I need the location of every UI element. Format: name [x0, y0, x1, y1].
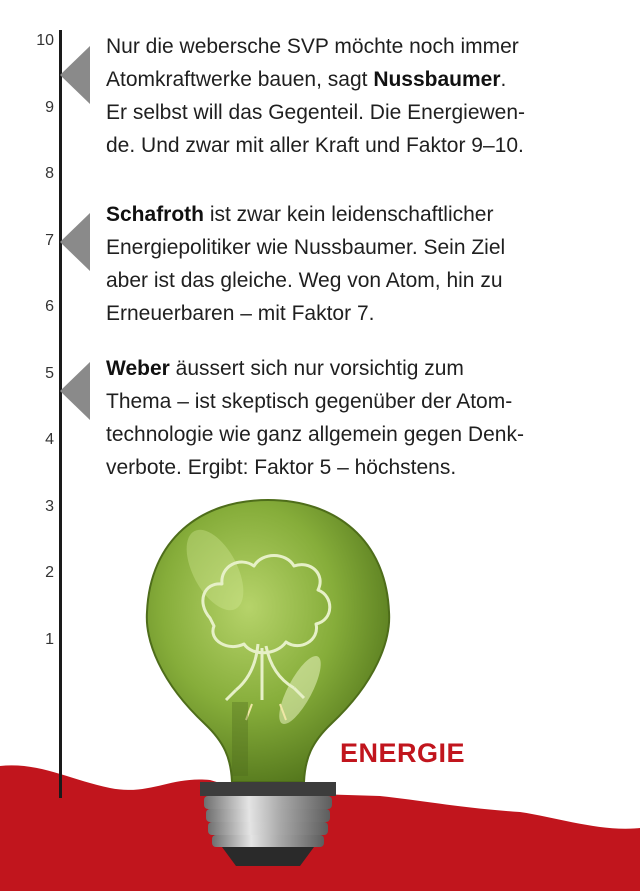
text-line: Thema – ist skeptisch gegenüber der Atom- — [106, 390, 513, 413]
text-line: de. Und zwar mit aller Kraft und Faktor 9–10. — [106, 134, 524, 157]
text-line: Atomkraftwerke bauen, sagt Nussbaumer. — [106, 68, 507, 91]
energie-label: ENERGIE — [340, 738, 466, 768]
text-line: Schafroth ist zwar kein leidenschaftlicher — [106, 203, 494, 226]
scale-marker-2 — [60, 362, 90, 420]
scale-marker-1 — [60, 213, 90, 271]
scale-tick-label: 4 — [45, 431, 54, 448]
scale-tick-label: 7 — [45, 231, 54, 249]
paragraph-schafroth — [106, 198, 616, 330]
name-nussbaumer: Nussbaumer — [373, 68, 501, 91]
scale-marker-0 — [60, 46, 90, 104]
scale-tick-label: 10 — [36, 32, 54, 49]
text-line: technologie wie ganz allgemein gegen Denk- — [106, 423, 524, 446]
text-line: Energiepolitiker wie Nussbaumer. Sein Ziel — [106, 236, 506, 259]
scale-tick-label: 2 — [45, 564, 54, 581]
text-line: aber ist das gleiche. Weg von Atom, hin zu — [106, 269, 503, 292]
paragraph-nussbaumer — [106, 30, 616, 162]
text-line: Erneuerbaren – mit Faktor 7. — [106, 302, 375, 325]
scale-tick-label: 1 — [45, 630, 54, 648]
scale-tick-label: 6 — [45, 298, 54, 315]
paragraph-weber — [106, 352, 616, 484]
text-line: Nur die webersche SVP möchte noch immer — [106, 35, 519, 58]
scale-tick-label: 9 — [45, 98, 54, 116]
name-weber: Weber — [106, 357, 170, 380]
scale-tick-label: 5 — [45, 364, 54, 382]
scale-tick-label: 3 — [45, 497, 54, 515]
name-schafroth: Schafroth — [106, 203, 205, 226]
text-line: Weber äussert sich nur vorsichtig zum — [106, 357, 464, 380]
scale-tick-label: 8 — [45, 165, 54, 182]
text-line: verbote. Ergibt: Faktor 5 – höchstens. — [106, 456, 457, 479]
text-line: Er selbst will das Gegenteil. Die Energiewen- — [106, 101, 526, 124]
